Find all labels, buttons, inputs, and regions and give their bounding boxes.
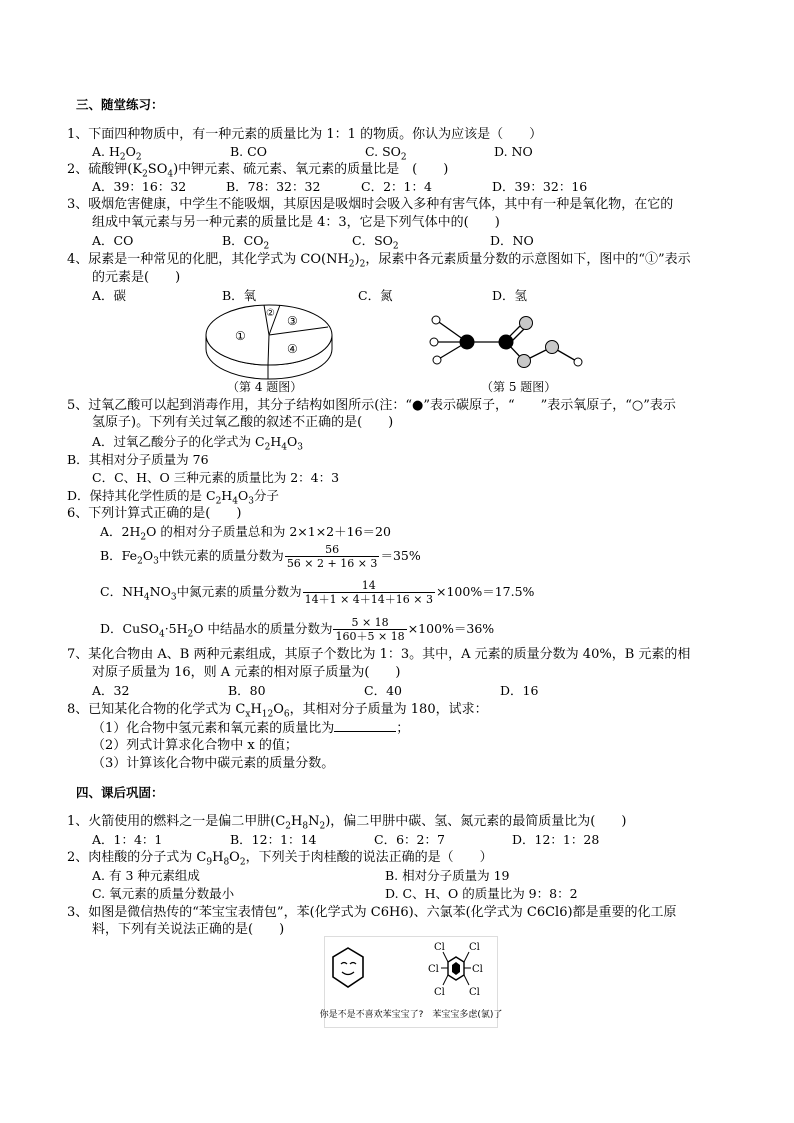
q1-option-c: C. $SO_2$ [365, 144, 407, 163]
q6-option-c: C．$NH_4NO_3$中氮元素的质量分数为 $\frac{14}{14+1 \times 4+14+16 \times 3}$ ×100%＝17.5% [100, 579, 535, 606]
s4-q2-option-b: B. 相对分子质量为 19 [385, 868, 510, 883]
q3-option-b: B．$CO_2$ [222, 233, 270, 252]
q2-option-d: D．39：32：16 [492, 179, 588, 194]
figure-4-caption: （第 4 题图） [227, 380, 303, 394]
q5-option-a: A．过氧乙酸分子的化学式为 $C_2H_4O_3$ [92, 434, 303, 453]
figure-5-caption: （第 5 题图） [481, 380, 557, 394]
question-4-line2: 的元素是( ) [92, 270, 181, 285]
pie-chart-figure [200, 298, 340, 383]
s4-q1-option-c: C．6：2：7 [374, 832, 445, 847]
q7-option-b: B．80 [228, 683, 266, 698]
q2-option-c: C．2：1：4 [361, 179, 432, 194]
q5-option-c: C．C、H、O 三种元素的质量比为 2：4：3 [92, 470, 340, 485]
question-8-stem: 8、已知某化合物的化学式为 $C_xH_{12}O_6$，其相对分子质量为 180，试求： [67, 702, 488, 720]
pie-label-2: ② [266, 308, 275, 319]
benzene-meme-drawing [325, 937, 497, 1009]
q5-option-d: D．保持其化学性质的是 $C_2H_4O_3$分子 [67, 488, 279, 507]
q1-option-d: D. NO [494, 144, 533, 159]
chlorine-label: Cl [428, 964, 439, 975]
q8-answer-blank[interactable] [334, 719, 396, 732]
s4-question-3-line1: 3、如图是微信热传的“苯宝宝表情包”，苯(化学式为 C6H6)、六氯苯(化学式为 C6Cl6)都是重要的化工原 [67, 905, 677, 920]
q6-d-fraction: $\frac{5 \times 18}{160+5 \times 18}$ [335, 616, 405, 643]
meme-caption: 你是不是不喜欢苯宝宝了? 苯宝宝多虑(氯)了 [319, 1010, 503, 1020]
question-5-line1: 5、过氧乙酸可以起到消毒作用，其分子结构如图所示(注：“●”表示碳原子，“ ”表示氧原子，“○”表示 [67, 398, 676, 413]
q2-option-a: A．39：16：32 [92, 179, 187, 194]
q7-option-c: C．40 [364, 683, 402, 698]
oxygen-atom [518, 355, 531, 368]
q3-option-a: A．CO [92, 233, 134, 248]
oxygen-atom [520, 317, 533, 330]
question-7-line2: 对原子质量为 16，则 A 元素的相对原子质量为( ) [92, 665, 401, 680]
hydrogen-atom [433, 356, 441, 364]
q7-option-a: A．32 [92, 683, 130, 698]
section-title-4: 四、课后巩固： [76, 785, 164, 800]
s4-q1-option-d: D．12：1：28 [512, 832, 600, 847]
hydrogen-atom [430, 338, 438, 346]
q4-option-d: D．氢 [492, 288, 528, 303]
hydrogen-atom [432, 316, 440, 324]
hydrogen-atom [574, 358, 582, 366]
q4-option-b: B．氧 [222, 288, 257, 303]
s4-q1-option-a: A．1：4：1 [92, 832, 163, 847]
carbon-atom [460, 335, 475, 350]
q4-option-c: C．氮 [358, 288, 393, 303]
s4-q2-option-c: C. 氧元素的质量分数最小 [92, 886, 235, 901]
q6-b-fraction: $\frac{56}{56 \times 2 + 16 \times 3}$ [286, 543, 378, 570]
q1-option-b: B. CO [230, 144, 267, 159]
q6-option-d: D．$CuSO_4\cdot 5H_2O$ 中结晶水的质量分数为 $\frac{5 \times 18}{160+5 \times 18}$ ×100%＝36% [100, 616, 495, 643]
q6-c-fraction: $\frac{14}{14+1 \times 4+14+16 \times 3}$ [304, 579, 433, 606]
q3-option-d: D．NO [490, 233, 534, 248]
question-6-stem: 6、下列计算式正确的是( ) [67, 506, 242, 521]
chlorine-label: Cl [472, 964, 483, 975]
question-7-line1: 7、某化合物由 A、B 两种元素组成，其原子个数比为 1：3。其中，A 元素的质量分数为 40%，B 元素的相 [67, 647, 691, 662]
pie-label-1: ① [235, 329, 246, 343]
q8-part-1: （1）化合物中氢元素和氧元素的质量比为 ； [92, 721, 410, 736]
q5-option-b: B．其相对分子质量为 76 [67, 452, 209, 467]
s4-q2-option-a: A. 有 3 种元素组成 [92, 868, 200, 883]
s4-question-3-line2: 料，下列有关说法正确的是( ) [92, 922, 285, 937]
question-2-stem: 2、硫酸钾$(K_2SO_4)$中钾元素、硫元素、氧元素的质量比是 ( ) [67, 162, 449, 180]
q6-option-a: A．$2H_2O$ 的相对分子质量总和为 2×1×2＋16＝20 [100, 524, 391, 543]
q6-option-b: B．$Fe_2O_3$中铁元素的质量分数为 $\frac{56}{56 \times 2 + 16 \times 3}$ ＝35% [100, 543, 421, 570]
q8-part-3: （3）计算该化合物中碳元素的质量分数。 [92, 756, 335, 771]
s4-question-1-stem: 1、火箭使用的燃料之一是偏二甲肼$(C_2H_8N_2)$，偏二甲肼中碳、氢、氮元素的最简质量比为( ) [67, 814, 627, 832]
s4-q2-option-d: D. C、H、O 的质量比为 9：8：2 [385, 886, 578, 901]
oxygen-atom [546, 341, 559, 354]
q7-option-d: D．16 [500, 683, 539, 698]
pie-label-3: ③ [287, 314, 298, 328]
q1-option-a: A. $H_2O_2$ [92, 144, 142, 163]
s4-q1-option-b: B．12：1：14 [230, 832, 317, 847]
question-5-line2: 氢原子)。下列有关过氧乙酸的叙述不正确的是( ) [92, 415, 394, 430]
q2-option-b: B．78：32：32 [226, 179, 321, 194]
q3-option-c: C．$SO_2$ [352, 233, 399, 252]
question-3-line1: 3、吸烟危害健康，中学生不能吸烟，其原因是吸烟时会吸入多种有害气体，其中有一种是氧化物，在它的 [67, 197, 674, 212]
section-title-3: 三、随堂练习： [76, 97, 164, 112]
s4-question-2-stem: 2、肉桂酸的分子式为 $C_9H_8O_2$，下列关于肉桂酸的说法正确的是（ ） [67, 850, 493, 868]
chlorine-label: Cl [434, 987, 445, 998]
chlorine-label: Cl [469, 942, 480, 953]
benzene-meme-image [319, 936, 503, 1028]
question-1-stem: 1、下面四种物质中，有一种元素的质量比为 1：1 的物质。你认为应该是（ ） [67, 127, 543, 142]
question-3-line2: 组成中氧元素与另一种元素的质量比是 4：3，它是下列气体中的( ) [92, 215, 500, 230]
chlorine-label: Cl [434, 942, 445, 953]
carbon-atom [499, 335, 514, 350]
q4-option-a: A．碳 [92, 288, 127, 303]
question-4-line1: 4、尿素是一种常见的化肥，其化学式为 $CO(NH_2)_2$，尿素中各元素质量分数的示意图如下，图中的“①”表示 [67, 252, 691, 270]
q8-part-2: （2）列式计算求化合物中 x 的值； [92, 738, 298, 753]
pie-label-4: ④ [287, 342, 298, 356]
molecule-figure [420, 305, 595, 383]
benzene-face-icon [333, 948, 363, 987]
chlorine-label: Cl [469, 987, 480, 998]
